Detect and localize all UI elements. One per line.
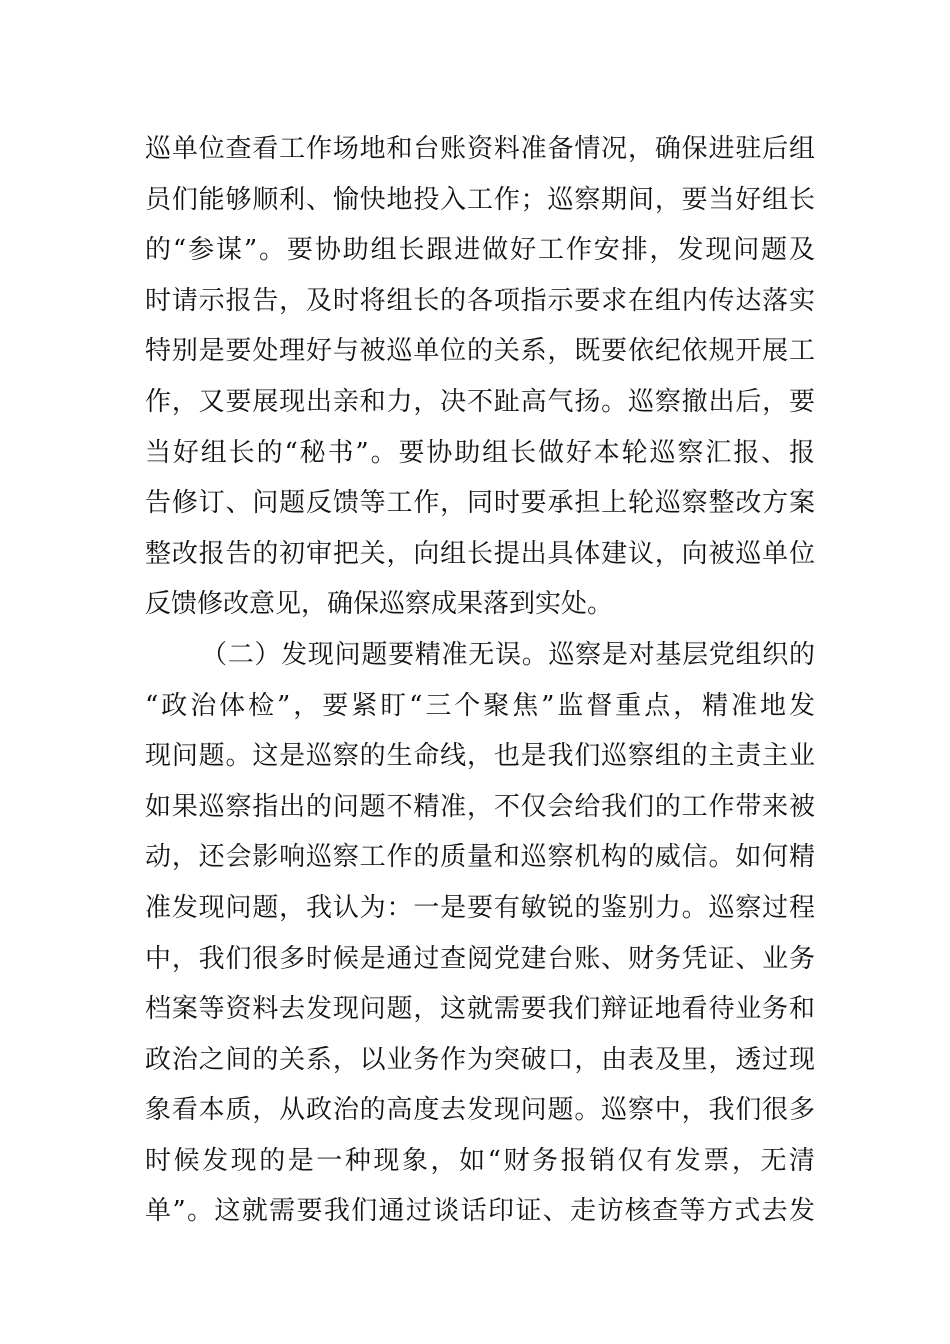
text-line: 档案等资料去发现问题，这就需要我们辩证地看待业务和 — [145, 994, 815, 1025]
text-line: 中，我们很多时候是通过查阅党建台账、财务凭证、业务 — [145, 943, 815, 974]
text-line: 当好组长的“秘书”。要协助组长做好本轮巡察汇报、报 — [145, 437, 815, 468]
text-line: 政治之间的关系，以业务作为突破口，由表及里，透过现 — [145, 1044, 815, 1075]
text-line: “政治体检”，要紧盯“三个聚焦”监督重点，精准地发 — [145, 690, 815, 721]
text-line: 整改报告的初审把关，向组长提出具体建议，向被巡单位 — [145, 538, 815, 569]
text-line: 象看本质，从政治的高度去发现问题。巡察中，我们很多 — [145, 1095, 815, 1126]
text-line: 时请示报告，及时将组长的各项指示要求在组内传达落实 — [145, 285, 815, 316]
text-line: 特别是要处理好与被巡单位的关系，既要依纪依规开展工 — [145, 336, 815, 367]
text-line: 的“参谋”。要协助组长跟进做好工作安排，发现问题及 — [145, 235, 815, 266]
text-line: 巡单位查看工作场地和台账资料准备情况，确保进驻后组 — [145, 134, 815, 164]
body-text — [145, 124, 815, 1237]
text-line: 现问题。这是巡察的生命线，也是我们巡察组的主责主业 — [145, 741, 815, 772]
text-line: 告修订、问题反馈等工作，同时要承担上轮巡察整改方案 — [145, 488, 815, 519]
text-line: 作，又要展现出亲和力，决不趾高气扬。巡察撤出后，要 — [145, 386, 815, 417]
text-line: 动，还会影响巡察工作的质量和巡察机构的威信。如何精 — [145, 842, 815, 873]
section-heading-line: （二）发现问题要精准无误。巡察是对基层党组织的 — [201, 639, 815, 670]
text-line: 单”。这就需要我们通过谈话印证、走访核查等方式去发 — [145, 1196, 815, 1227]
text-line: 员们能够顺利、愉快地投入工作；巡察期间，要当好组长 — [145, 184, 815, 215]
text-line: 时候发现的是一种现象，如“财务报销仅有发票，无清 — [145, 1145, 815, 1176]
text-line: 如果巡察指出的问题不精准，不仅会给我们的工作带来被 — [145, 791, 815, 822]
text-line: 反馈修改意见，确保巡察成果落到实处。 — [145, 589, 614, 620]
text-line: 准发现问题，我认为：一是要有敏锐的鉴别力。巡察过程 — [145, 892, 815, 923]
